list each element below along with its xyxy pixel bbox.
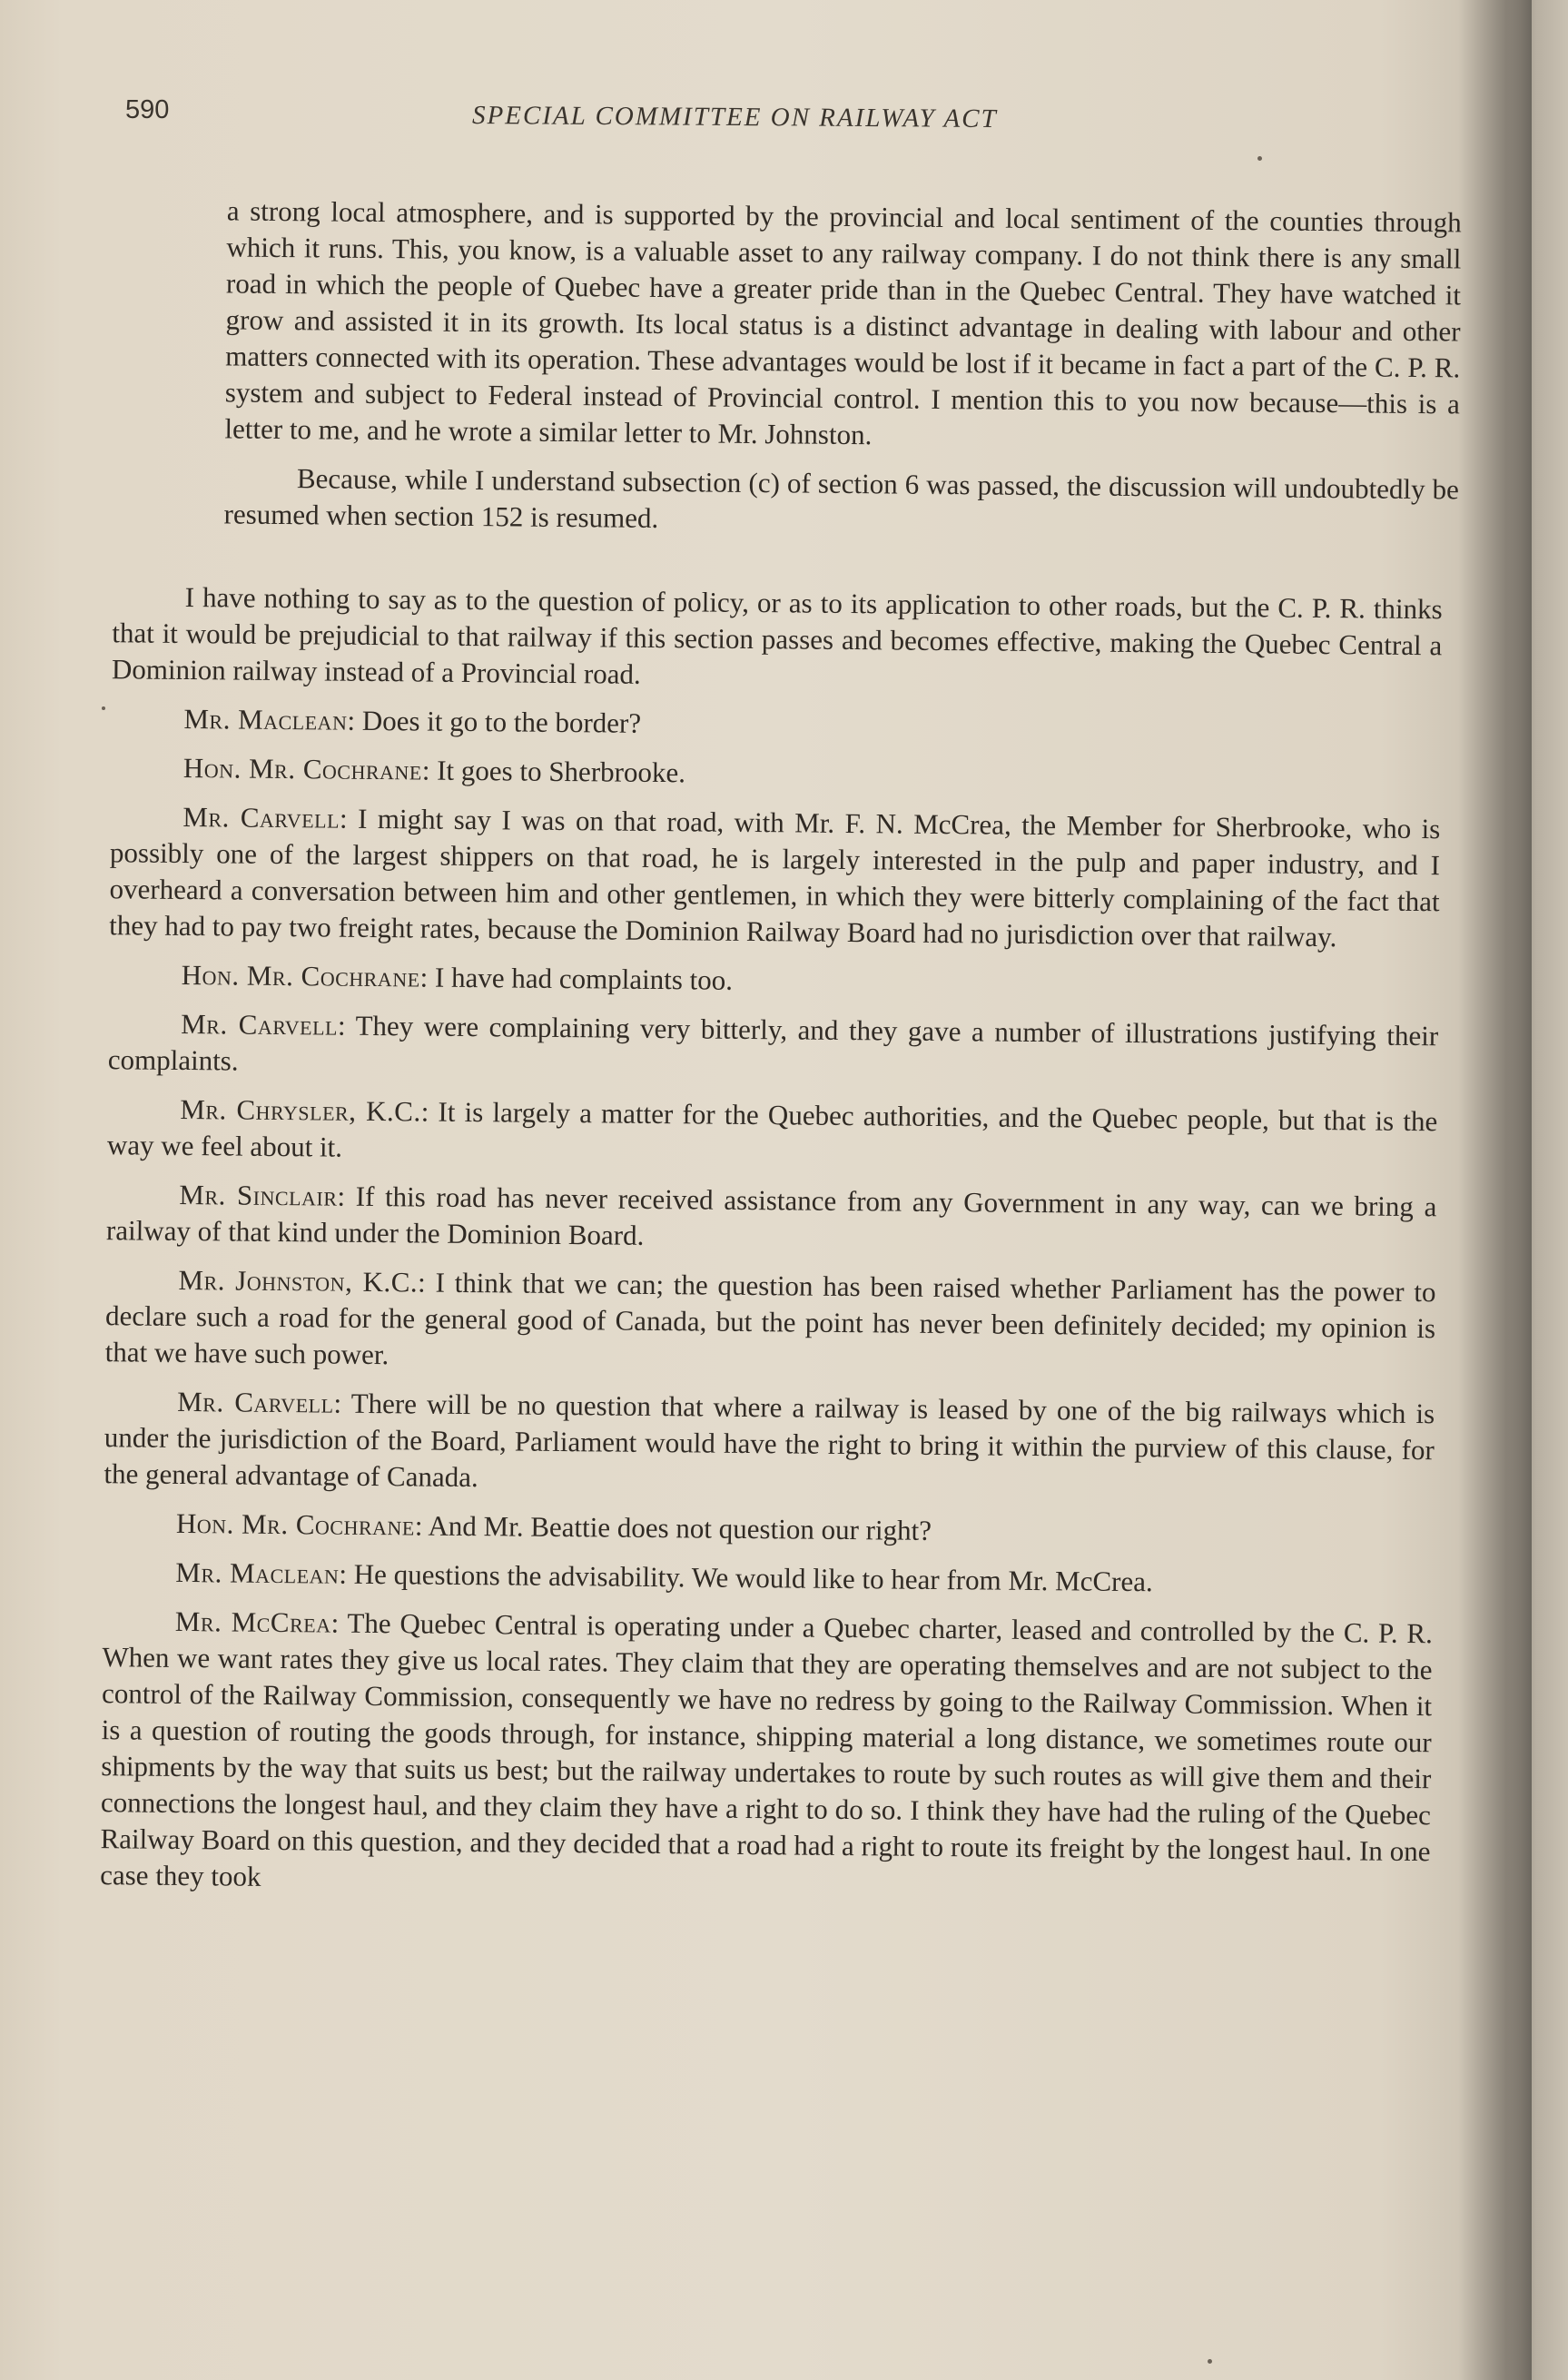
speaker-name: Mr. Carvell xyxy=(182,800,340,834)
body-text xyxy=(0,191,1568,1907)
speech-paragraph xyxy=(105,1261,1436,1383)
speech-paragraph xyxy=(111,700,1441,749)
speaker-name: Mr. Carvell xyxy=(181,1007,339,1042)
speech-paragraph xyxy=(109,798,1440,956)
paragraph-text: : They were complaining very bitterly, and they gave a number of illustrations justifying their complaints. xyxy=(107,1009,1439,1077)
ink-speck xyxy=(102,706,105,710)
speaker-name: Mr. Carvell xyxy=(177,1385,334,1419)
ink-speck xyxy=(1257,156,1262,161)
speech-paragraph xyxy=(108,1005,1439,1091)
paragraph-text: I have nothing to say as to the question of policy, or as to its application to other roads, but the C. P. R. thinks that it would be prejudicial to that railway if this section passes and becomes effective, making the Quebec Central a Dominion railway instead of a Provincial road. xyxy=(111,580,1443,690)
speaker-name: Hon. Mr. Cochrane xyxy=(181,958,420,993)
speaker-name: Hon. Mr. Cochrane xyxy=(182,751,422,786)
paragraph-text: : I might say I was on that road, with Mr. F. N. McCrea, the Member for Sherbrooke, who is possibly one of the largest shippers on that road, he is largely interested in the pulp and paper industry, and I overheard a conversation between him and other gentlemen, in which they were bitterly complaining of the fact that they had to pay two freight rates, because the Dominion Railway Board had no jurisdiction over that railway. xyxy=(109,802,1441,953)
paragraph-text: : He questions the advisability. We would like to hear from Mr. McCrea. xyxy=(339,1557,1153,1598)
paragraph-text: : I think that we can; the question has been raised whether Parliament has the power to declare such a road for the general good of Canada, but the point has never been definitely decided; my opinion is that we have such power. xyxy=(104,1266,1436,1371)
paragraph-text: : There will be no question that where a railway is leased by one of the big railways which is under the jurisdiction of the Board, Parliament would have the right to bring it within the purview of this clause, for the general advantage of Canada. xyxy=(104,1387,1435,1494)
paragraph-text: : The Quebec Central is operating under a Quebec charter, leased and controlled by the C. P. R. When we want rates they give us local rates. They claim that they are operating themselves and are not subject to the control of the Railway Commission, consequently we have no redress by going to the Railway Commission. When it is a question of routing the goods through, for instance, shipping material a long distance, we sometimes route our shipments by the way that suits us best; but the railway undertakes to route by such routes as will give them and their connections the longest haul, and they claim they have a right to do so. I think they have had the ruling of the Quebec Railway Board on this question, and they decided that a road had a right to route its freight by the longest haul. In one case they took xyxy=(100,1606,1433,1892)
paragraph-text: : And Mr. Beattie does not question our right? xyxy=(414,1509,932,1546)
speech-paragraph xyxy=(111,749,1441,798)
speech-paragraph xyxy=(109,956,1439,1005)
speaker-name: Mr. McCrea xyxy=(174,1605,331,1639)
speech-paragraph xyxy=(112,578,1443,700)
paragraph-text: : It is largely a matter for the Quebec authorities, and the Quebec people, but that is the way we feel about it. xyxy=(106,1095,1438,1163)
speaker-name: Mr. Chrysler, K.C. xyxy=(180,1092,421,1128)
quoted-letter-paragraph: a strong local atmosphere, and is supported by the provincial and local sentiment of the counties through which it runs. This, you know, is a valuable asset to any railway company. I do not think there is any small road in which the people of Quebec have a greater pride than in the Quebec Central. They have watched it grow and assisted it in its growth. Its local status is a distinct advantage in dealing with labour and other matters connected with its operation. These advantages would be lost if it became in fact a part of the C. P. R. system and subject to Federal instead of Provincial control. I mention this to you now because—this is a letter to me, and he wrote a similar letter to Mr. Johnston. xyxy=(224,194,1462,451)
speech-paragraph xyxy=(107,1091,1438,1176)
speaker-name: Hon. Mr. Cochrane xyxy=(175,1506,416,1542)
speech-paragraph xyxy=(104,1505,1434,1554)
quoted-letter-paragraph: Because, while I understand subsection (c) of section 6 was passed, the discussion will undoubtedly be resumed when section 152 is resumed. xyxy=(223,462,1460,534)
page-header xyxy=(0,95,1568,150)
ink-speck xyxy=(1208,2359,1212,2364)
speech-paragraph xyxy=(100,1603,1433,1906)
paragraph-text: : I have had complaints too. xyxy=(419,961,734,996)
paragraph-text: : It goes to Sherbrooke. xyxy=(421,754,686,789)
paragraph-text: : If this road has never received assistance from any Government in any way, can we bring a railway of that kind under the Dominion Board. xyxy=(105,1180,1437,1251)
speaker-name: Mr. Maclean xyxy=(175,1555,340,1590)
page-number: 590 xyxy=(125,95,170,124)
speaker-name: Mr. Sinclair xyxy=(179,1178,338,1212)
speech-paragraph xyxy=(104,1383,1435,1505)
running-head: SPECIAL COMMITTEE ON RAILWAY ACT xyxy=(471,100,998,134)
speaker-name: Mr. Maclean xyxy=(183,702,348,736)
speech-paragraph xyxy=(103,1554,1433,1603)
speech-paragraph xyxy=(106,1176,1437,1261)
speaker-name: Mr. Johnston, K.C. xyxy=(178,1263,419,1299)
paragraph-text: : Does it go to the border? xyxy=(347,704,642,739)
